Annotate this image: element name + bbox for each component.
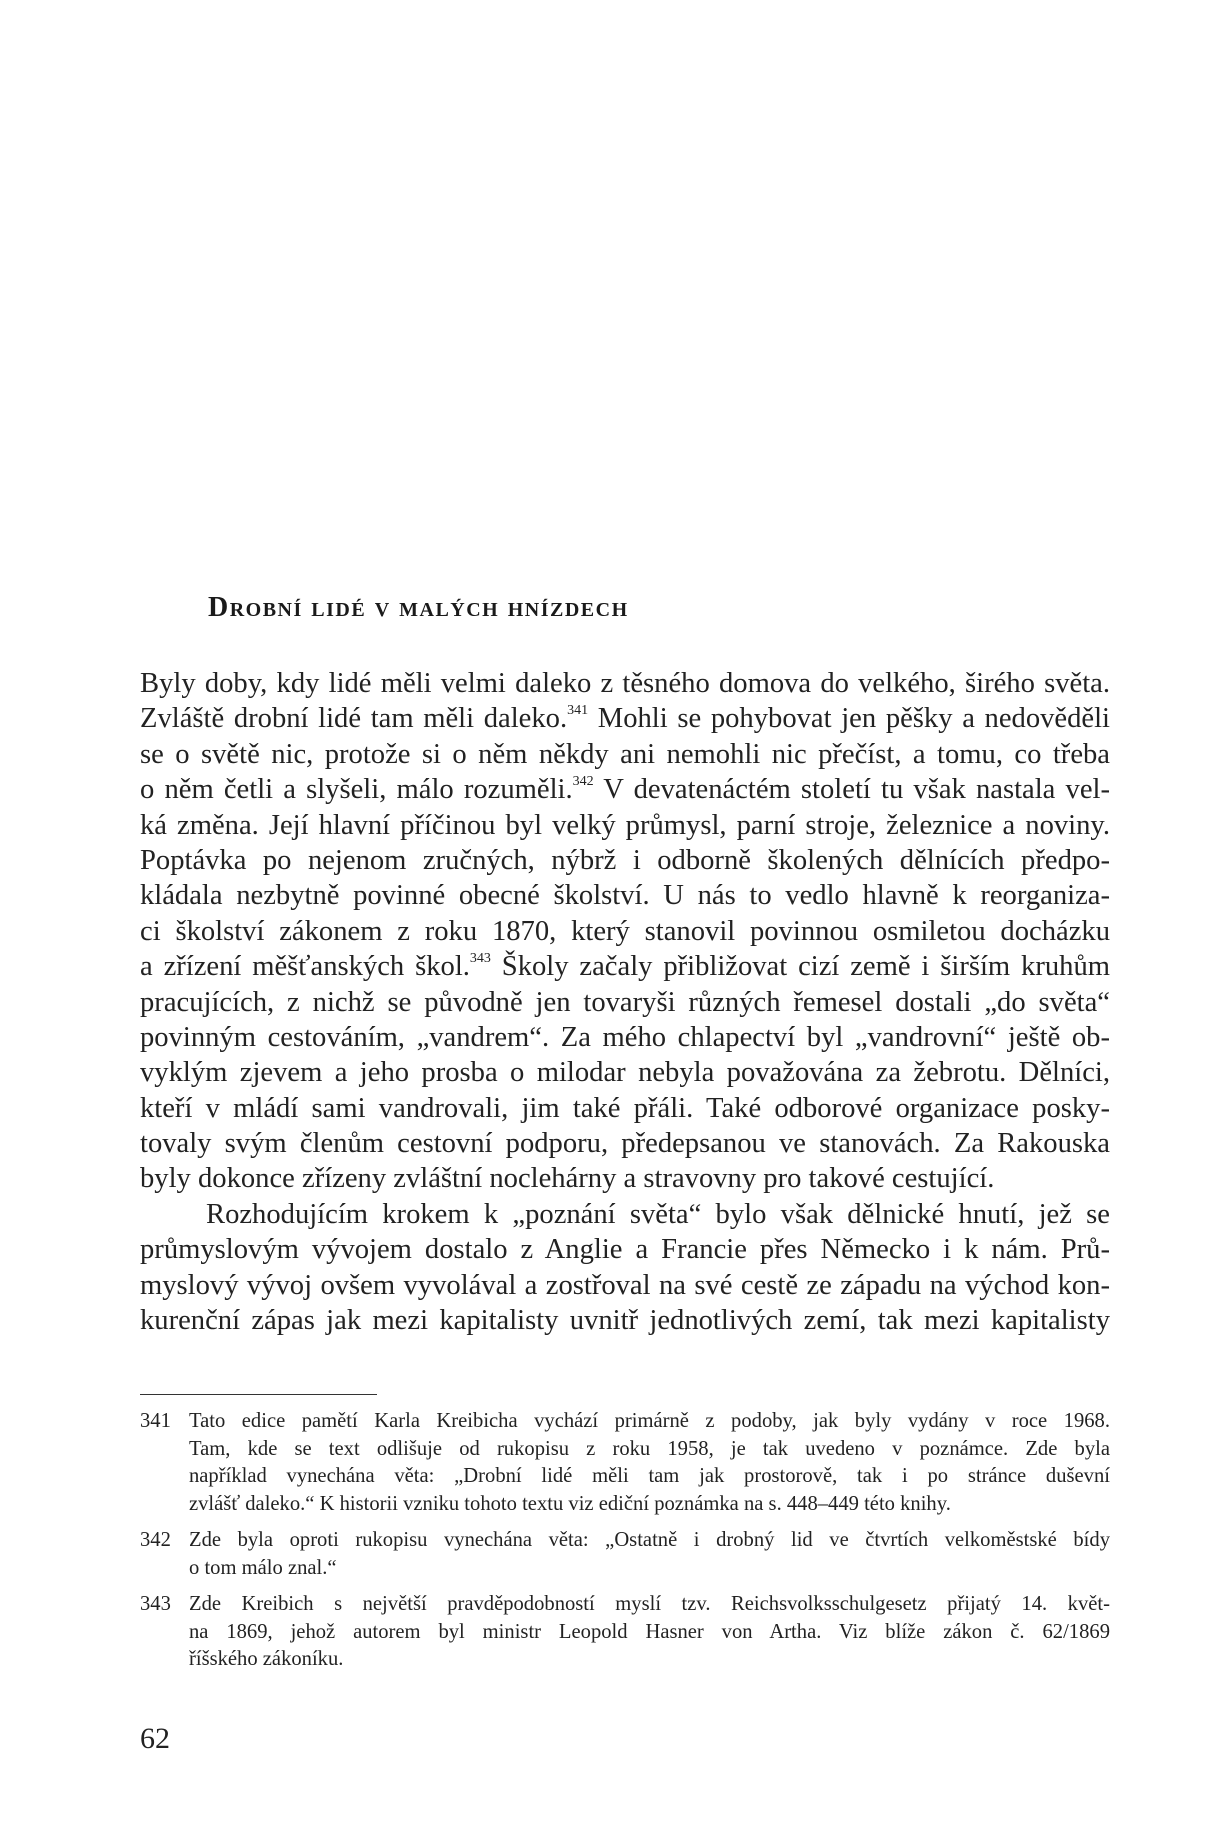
footnote-ref-343[interactable]: 343 [469,951,491,967]
text-line: Byly doby, kdy lidé měli velmi daleko z těsného domova do velkého, širého světa. [140,668,1110,699]
text-line: kládala nezbytně povinné obecné školství. U nás to vedlo hlavně k reorganiza- [140,880,1110,912]
text-line: Poptávka po nejenom zručných, nýbrž i odborně školených dělnících předpo- [140,844,1110,876]
text-line: Rozhodujícím krokem k „poznání světa“ bylo však dělnické hnutí, jež se [206,1198,1110,1230]
footnote-line: říšského zákoníku. [189,1648,344,1670]
text-line: kteří v mládí sami vandrovali, jim také přáli. Také odborové organizace posky- [140,1092,1110,1124]
chapter-title: Drobní lidé v malých hnízdech [208,592,629,623]
footnote-342 [140,1527,1110,1582]
text-line: byly dokonce zřízeny zvláštní noclehárny a stravovny pro takové cestující. [140,1163,995,1195]
footnote-line: Zde byla oproti rukopisu vynechána věta: „Ostatně i drobný lid ve čtvrtích velkoměstské bídy [189,1529,1110,1551]
footnote-341 [140,1408,1110,1518]
footnote-line: Zde Kreibich s největší pravděpodobností myslí tzv. Reichsvolksschulgesetz přijatý 14. květ- [189,1593,1110,1615]
text-line: ci školství zákonem z roku 1870, který stanovil povinnou osmiletou docházku [140,915,1110,947]
footnote-line: Tam, kde se text odlišuje od rukopisu z roku 1958, je tak uvedeno v poznámce. Zde byla [189,1437,1110,1460]
text-line: průmyslovým vývojem dostalo z Anglie a Francie přes Německo i k nám. Prů- [140,1234,1110,1266]
footnote-line: o tom málo znal.“ [189,1556,337,1579]
footnote-ref-341[interactable]: 341 [567,703,589,719]
footnote-number: 342 [140,1529,171,1551]
text-line: o něm četli a slyšeli, málo rozuměli.$^{342}$ V devatenáctém století tu však nastala vel- [140,774,1111,806]
text-line: se o světě nic, protože si o něm někdy ani nemohli nic přečíst, a tomu, co třeba [140,738,1110,770]
text-line: pracujících, z nichž se původně jen tovaryši různých řemesel dostali „do světa“ [140,986,1110,1018]
text-line: Zvláště drobní lidé tam měli daleko.$^{341}$ Mohli se pohybovat jen pěšky a nedověděli [140,703,1111,735]
footnote-number: 341 [140,1410,171,1432]
body-text [140,666,1110,1338]
text-line: myslový vývoj ovšem vyvolával a zostřoval na své cestě ze západu na východ kon- [140,1269,1110,1301]
footnote-line: na 1869, jehož autorem byl ministr Leopold Hasner von Artha. Viz blíže zákon č. 62/1869 [189,1620,1110,1643]
footnote-line: zvlášť daleko.“ K historii vzniku tohoto textu viz ediční poznámka na s. 448–449 této knihy. [189,1492,951,1515]
footnote-line: například vynechána věta: „Drobní lidé měli tam jak prostorově, tak i po stránce duševní [189,1465,1110,1487]
footnote-number: 343 [140,1593,171,1615]
text-line: vyklým zjevem a jeho prosba o milodar nebyla považována za žebrotu. Dělníci, [140,1057,1110,1089]
footnote-line: Tato edice pamětí Karla Kreibicha vychází primárně z podoby, jak byly vydány v roce 1968. [189,1410,1110,1432]
text-line: tovaly svým členům cestovní podporu, předepsanou ve stanovách. Za Rakouska [140,1128,1110,1160]
text-line: ká změna. Její hlavní příčinou byl velký průmysl, parní stroje, železnice a noviny. [140,809,1110,841]
footnote-ref-342[interactable]: 342 [572,774,594,790]
text-line: povinným cestováním, „vandrem“. Za mého chlapectví byl „vandrovní“ ještě ob- [140,1021,1110,1053]
page-number: 62 [140,1722,170,1755]
text-line: kurenční zápas jak mezi kapitalisty uvnitř jednotlivých zemí, tak mezi kapitalisty [140,1305,1110,1337]
footnote-divider [140,1394,377,1395]
footnotes [140,1408,1110,1683]
footnote-343 [140,1591,1110,1674]
text-line: a zřízení měšťanských škol.$^{343}$ Školy začaly přibližovat cizí země i širším kruhům [140,951,1110,983]
